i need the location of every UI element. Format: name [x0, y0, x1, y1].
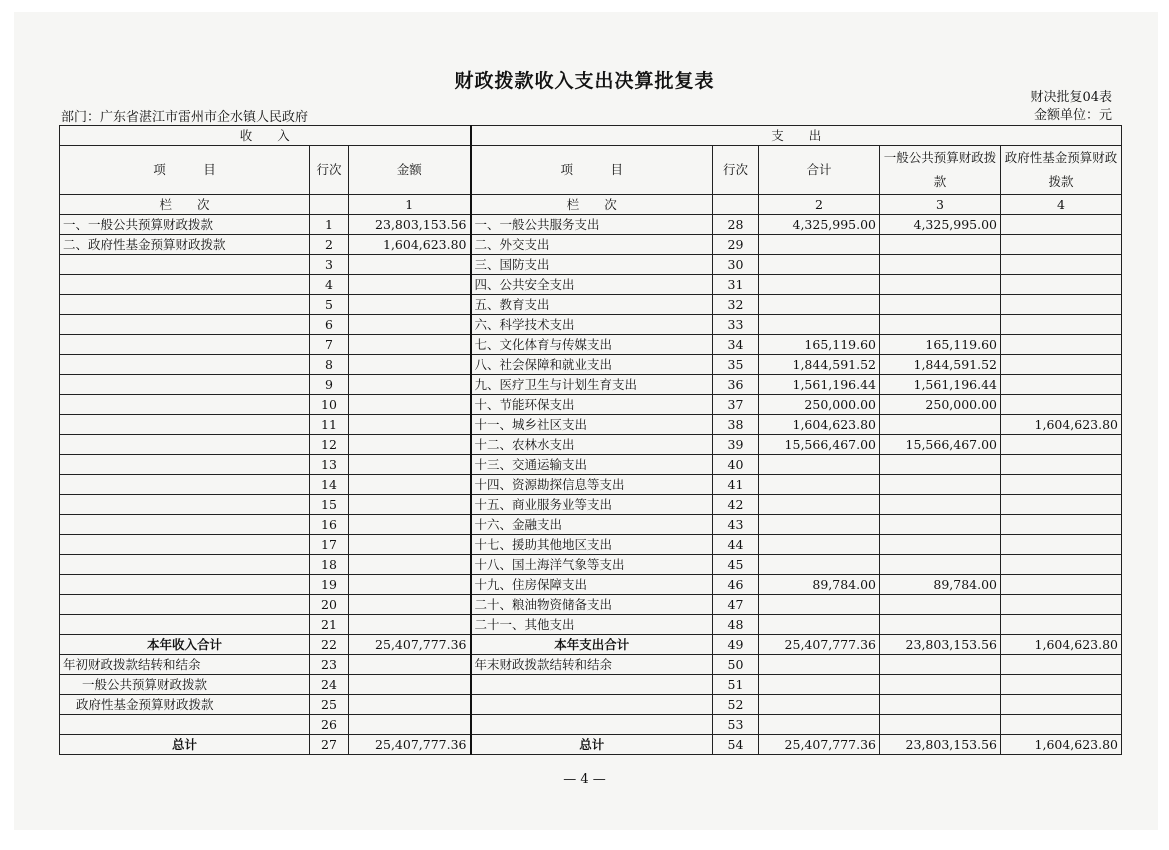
income-row-no: 14: [310, 475, 349, 495]
expense-row-no: 42: [713, 495, 759, 515]
income-amount: [349, 295, 471, 315]
expense-row-no: 46: [713, 575, 759, 595]
grand-expense-general: 23,803,153.56: [880, 735, 1001, 755]
income-item: [60, 355, 310, 375]
income-item: [60, 535, 310, 555]
income-item: [60, 555, 310, 575]
expense-item: 三、国防支出: [471, 255, 713, 275]
expense-fund: [1001, 615, 1122, 635]
table-row: [60, 355, 1122, 375]
row-51-no: 51: [713, 675, 759, 695]
empty-cell: [713, 195, 759, 215]
income-amount: [349, 335, 471, 355]
expense-total: [759, 495, 880, 515]
income-row-no: 13: [310, 455, 349, 475]
general-carry-label: 一般公共预算财政拨款: [60, 675, 310, 695]
general-budget-header: 一般公共预算财政拨款: [880, 146, 1001, 195]
page-number: — 4 —: [563, 772, 606, 787]
expense-item: 十八、国土海洋气象等支出: [471, 555, 713, 575]
income-row-no: 19: [310, 575, 349, 595]
expense-fund: [1001, 375, 1122, 395]
expense-item: 五、教育支出: [471, 295, 713, 315]
expense-total: [759, 275, 880, 295]
empty-cell: [759, 655, 880, 675]
expense-total: [759, 555, 880, 575]
expense-rowno-header: 行次: [713, 146, 759, 195]
expense-fund: [1001, 535, 1122, 555]
expense-fund: [1001, 315, 1122, 335]
expense-item: 十七、援助其他地区支出: [471, 535, 713, 555]
grand-income-amount: 25,407,777.36: [349, 735, 471, 755]
income-group-header: 收 入: [60, 126, 471, 146]
expense-total: [759, 595, 880, 615]
income-row-no: 11: [310, 415, 349, 435]
empty-cell: [471, 675, 713, 695]
form-number: 财决批复04表: [1030, 90, 1112, 105]
expense-total: 250,000.00: [759, 395, 880, 415]
income-row-no: 6: [310, 315, 349, 335]
expense-row-no: 43: [713, 515, 759, 535]
income-amount: [349, 395, 471, 415]
row-53-no: 53: [713, 715, 759, 735]
expense-item: 十、节能环保支出: [471, 395, 713, 415]
expense-item: 八、社会保障和就业支出: [471, 355, 713, 375]
income-amount: [349, 355, 471, 375]
income-row-no: 20: [310, 595, 349, 615]
income-amount: [349, 275, 471, 295]
income-amount: [349, 435, 471, 455]
income-row-no: 4: [310, 275, 349, 295]
expense-fund: [1001, 215, 1122, 235]
expense-fund: [1001, 515, 1122, 535]
table-row: [60, 235, 1122, 255]
header-group-row: [60, 126, 1122, 146]
expense-general: [880, 235, 1001, 255]
table-row: [60, 295, 1122, 315]
expense-item: 二十、粮油物资储备支出: [471, 595, 713, 615]
income-amount: 23,803,153.56: [349, 215, 471, 235]
income-row-no: 1: [310, 215, 349, 235]
expense-general: [880, 275, 1001, 295]
grand-expense-total: 25,407,777.36: [759, 735, 880, 755]
expense-fund: [1001, 435, 1122, 455]
expense-general: [880, 495, 1001, 515]
fund-carry-row: [60, 695, 1122, 715]
expense-general: [880, 615, 1001, 635]
income-item: [60, 495, 310, 515]
table-row: [60, 535, 1122, 555]
expense-total: [759, 295, 880, 315]
expense-group-header: 支 出: [471, 126, 1122, 146]
expense-general: [880, 455, 1001, 475]
expense-item: 二、外交支出: [471, 235, 713, 255]
expense-general: 165,119.60: [880, 335, 1001, 355]
income-amount: [349, 515, 471, 535]
table-row: [60, 515, 1122, 535]
expense-row-no: 32: [713, 295, 759, 315]
income-amount: [349, 615, 471, 635]
income-item: [60, 575, 310, 595]
budget-table: [59, 125, 1122, 755]
table-row: [60, 275, 1122, 295]
fund-budget-header: 政府性基金预算财政拨款: [1001, 146, 1122, 195]
income-row-no: 12: [310, 435, 349, 455]
income-item: [60, 455, 310, 475]
table-row: [60, 615, 1122, 635]
empty-cell: [471, 695, 713, 715]
expense-item: 九、医疗卫生与计划生育支出: [471, 375, 713, 395]
expense-item: 十五、商业服务业等支出: [471, 495, 713, 515]
empty-cell: [759, 675, 880, 695]
expense-total: [759, 515, 880, 535]
table-row: [60, 375, 1122, 395]
year-income-amount: 25,407,777.36: [349, 635, 471, 655]
expense-item: 十一、城乡社区支出: [471, 415, 713, 435]
empty-cell: [349, 715, 471, 735]
year-expense-label: 本年支出合计: [471, 635, 713, 655]
income-row-no: 10: [310, 395, 349, 415]
empty-cell: [1001, 675, 1122, 695]
income-item: [60, 255, 310, 275]
expense-total: [759, 535, 880, 555]
table-row: [60, 495, 1122, 515]
expense-general: [880, 555, 1001, 575]
expense-row-no: 33: [713, 315, 759, 335]
income-item: [60, 415, 310, 435]
expense-row-no: 30: [713, 255, 759, 275]
expense-item: 十三、交通运输支出: [471, 455, 713, 475]
expense-general: 15,566,467.00: [880, 435, 1001, 455]
table-row: [60, 315, 1122, 335]
year-income-label: 本年收入合计: [60, 635, 310, 655]
expense-row-no: 48: [713, 615, 759, 635]
expense-total: [759, 615, 880, 635]
empty-cell: [880, 675, 1001, 695]
blank-row-26: [60, 715, 1122, 735]
income-amount: 1,604,623.80: [349, 235, 471, 255]
expense-general: [880, 315, 1001, 335]
expense-item: 十九、住房保障支出: [471, 575, 713, 595]
income-item-header: 项 目: [60, 146, 310, 195]
col-index-2: 2: [759, 195, 880, 215]
income-row-no: 17: [310, 535, 349, 555]
income-item: [60, 315, 310, 335]
empty-cell: [60, 715, 310, 735]
expense-item: 六、科学技术支出: [471, 315, 713, 335]
expense-row-no: 36: [713, 375, 759, 395]
grand-income-label: 总计: [60, 735, 310, 755]
col-index-4: 4: [1001, 195, 1122, 215]
income-amount: [349, 315, 471, 335]
income-amount: [349, 375, 471, 395]
income-item: [60, 375, 310, 395]
income-amount-header: 金额: [349, 146, 471, 195]
expense-total: [759, 475, 880, 495]
expense-row-no: 35: [713, 355, 759, 375]
expense-item: 十四、资源勘探信息等支出: [471, 475, 713, 495]
expense-general: 1,561,196.44: [880, 375, 1001, 395]
expense-row-no: 45: [713, 555, 759, 575]
expense-row-no: 44: [713, 535, 759, 555]
expense-row-no: 34: [713, 335, 759, 355]
header-row: [60, 146, 1122, 195]
carry-expense-no: 50: [713, 655, 759, 675]
expense-total: [759, 255, 880, 275]
income-row-no: 15: [310, 495, 349, 515]
empty-cell: [310, 195, 349, 215]
income-item: [60, 615, 310, 635]
income-item: [60, 295, 310, 315]
year-total-row: [60, 635, 1122, 655]
grand-total-row: [60, 735, 1122, 755]
grand-expense-label: 总计: [471, 735, 713, 755]
expense-item: 四、公共安全支出: [471, 275, 713, 295]
income-item: [60, 395, 310, 415]
empty-cell: [471, 715, 713, 735]
year-expense-general: 23,803,153.56: [880, 635, 1001, 655]
year-expense-fund: 1,604,623.80: [1001, 635, 1122, 655]
expense-fund: [1001, 395, 1122, 415]
year-expense-total: 25,407,777.36: [759, 635, 880, 655]
income-amount: [349, 455, 471, 475]
expense-item: 七、文化体育与传媒支出: [471, 335, 713, 355]
carry-income-label: 年初财政拨款结转和结余: [60, 655, 310, 675]
expense-general: [880, 595, 1001, 615]
grand-expense-no: 54: [713, 735, 759, 755]
col-index-3: 3: [880, 195, 1001, 215]
empty-cell: [349, 695, 471, 715]
table-row: [60, 575, 1122, 595]
expense-total: 4,325,995.00: [759, 215, 880, 235]
income-amount: [349, 475, 471, 495]
income-rowno-header: 行次: [310, 146, 349, 195]
table-row: [60, 415, 1122, 435]
expense-fund: [1001, 235, 1122, 255]
expense-fund: [1001, 455, 1122, 475]
expense-fund: [1001, 575, 1122, 595]
income-row-no: 7: [310, 335, 349, 355]
income-amount: [349, 495, 471, 515]
income-item: 二、政府性基金预算财政拨款: [60, 235, 310, 255]
empty-cell: [1001, 695, 1122, 715]
empty-cell: [759, 715, 880, 735]
expense-general: [880, 415, 1001, 435]
expense-item: 二十一、其他支出: [471, 615, 713, 635]
expense-total: 165,119.60: [759, 335, 880, 355]
income-row-no: 9: [310, 375, 349, 395]
expense-fund: 1,604,623.80: [1001, 415, 1122, 435]
expense-fund: [1001, 255, 1122, 275]
empty-cell: [759, 695, 880, 715]
department-label: 部门：广东省湛江市雷州市企水镇人民政府: [61, 110, 309, 125]
expense-item: 一、一般公共服务支出: [471, 215, 713, 235]
table-row: [60, 255, 1122, 275]
expense-general: 1,844,591.52: [880, 355, 1001, 375]
expense-row-no: 39: [713, 435, 759, 455]
expense-lanci: 栏 次: [471, 195, 713, 215]
carry-income-no: 23: [310, 655, 349, 675]
income-amount: [349, 255, 471, 275]
empty-cell: [349, 675, 471, 695]
empty-cell: [1001, 655, 1122, 675]
income-item: 一、一般公共预算财政拨款: [60, 215, 310, 235]
expense-fund: [1001, 335, 1122, 355]
expense-general: [880, 535, 1001, 555]
income-lanci: 栏 次: [60, 195, 310, 215]
income-item: [60, 335, 310, 355]
col-index-1: 1: [349, 195, 471, 215]
row-26-no: 26: [310, 715, 349, 735]
expense-fund: [1001, 495, 1122, 515]
table-row: [60, 215, 1122, 235]
expense-general: [880, 475, 1001, 495]
page-title: 财政拨款收入支出决算批复表: [454, 70, 715, 92]
expense-total: 1,561,196.44: [759, 375, 880, 395]
income-row-no: 2: [310, 235, 349, 255]
expense-general: 89,784.00: [880, 575, 1001, 595]
expense-general: [880, 295, 1001, 315]
table-row: [60, 555, 1122, 575]
expense-fund: [1001, 475, 1122, 495]
expense-general: 250,000.00: [880, 395, 1001, 415]
table-row: [60, 475, 1122, 495]
income-row-no: 5: [310, 295, 349, 315]
income-amount: [349, 575, 471, 595]
grand-income-no: 27: [310, 735, 349, 755]
expense-fund: [1001, 595, 1122, 615]
income-item: [60, 275, 310, 295]
income-item: [60, 435, 310, 455]
income-item: [60, 515, 310, 535]
expense-fund: [1001, 555, 1122, 575]
expense-fund: [1001, 295, 1122, 315]
carry-expense-label: 年末财政拨款结转和结余: [471, 655, 713, 675]
expense-row-no: 41: [713, 475, 759, 495]
grand-expense-fund: 1,604,623.80: [1001, 735, 1122, 755]
expense-row-no: 40: [713, 455, 759, 475]
expense-general: [880, 255, 1001, 275]
expense-item-header: 项 目: [471, 146, 713, 195]
expense-row-no: 29: [713, 235, 759, 255]
income-row-no: 16: [310, 515, 349, 535]
carryover-row: [60, 655, 1122, 675]
expense-item: 十六、金融支出: [471, 515, 713, 535]
income-item: [60, 475, 310, 495]
empty-cell: [880, 655, 1001, 675]
fund-carry-label: 政府性基金预算财政拨款: [60, 695, 310, 715]
income-row-no: 8: [310, 355, 349, 375]
table-row: [60, 455, 1122, 475]
row-52-no: 52: [713, 695, 759, 715]
expense-total: [759, 235, 880, 255]
expense-general: [880, 515, 1001, 535]
table-row: [60, 435, 1122, 455]
expense-row-no: 28: [713, 215, 759, 235]
expense-total: 15,566,467.00: [759, 435, 880, 455]
expense-total: 89,784.00: [759, 575, 880, 595]
income-amount: [349, 415, 471, 435]
expense-item: 十二、农林水支出: [471, 435, 713, 455]
empty-cell: [349, 655, 471, 675]
empty-cell: [880, 715, 1001, 735]
income-amount: [349, 595, 471, 615]
expense-total-header: 合计: [759, 146, 880, 195]
expense-total: [759, 315, 880, 335]
income-row-no: 21: [310, 615, 349, 635]
income-amount: [349, 555, 471, 575]
year-income-no: 22: [310, 635, 349, 655]
general-carry-row: [60, 675, 1122, 695]
empty-cell: [1001, 715, 1122, 735]
amount-unit: 金额单位：元: [1033, 108, 1112, 123]
income-item: [60, 595, 310, 615]
fund-carry-no: 25: [310, 695, 349, 715]
general-carry-no: 24: [310, 675, 349, 695]
income-row-no: 3: [310, 255, 349, 275]
income-amount: [349, 535, 471, 555]
column-index-row: [60, 195, 1122, 215]
expense-row-no: 47: [713, 595, 759, 615]
table-row: [60, 595, 1122, 615]
expense-row-no: 37: [713, 395, 759, 415]
year-expense-no: 49: [713, 635, 759, 655]
expense-total: 1,604,623.80: [759, 415, 880, 435]
expense-general: 4,325,995.00: [880, 215, 1001, 235]
expense-total: [759, 455, 880, 475]
expense-row-no: 31: [713, 275, 759, 295]
expense-row-no: 38: [713, 415, 759, 435]
expense-fund: [1001, 355, 1122, 375]
income-row-no: 18: [310, 555, 349, 575]
table-row: [60, 335, 1122, 355]
expense-fund: [1001, 275, 1122, 295]
empty-cell: [880, 695, 1001, 715]
expense-total: 1,844,591.52: [759, 355, 880, 375]
table-row: [60, 395, 1122, 415]
